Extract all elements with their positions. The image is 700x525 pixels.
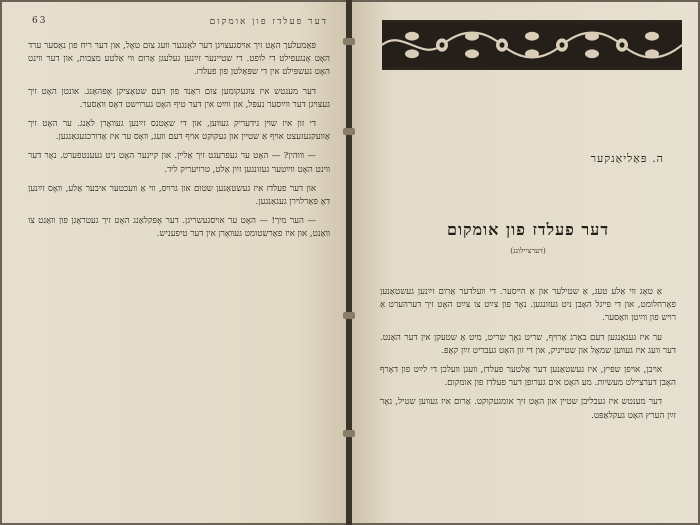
left-running-head: [32, 16, 328, 27]
paragraph: — װוּהין? — האָט ער געפרעגט זיך אַלײן. און קײנער האָט ניט געענטפערט. נאָר דער װינט האָט װײַטער געזונגען זײַן אַלט, טרױעריק ליד.: [28, 151, 330, 175]
paragraph: — הער מיך! — האָט ער אױסגעשריגן. דער אָפּקלאַנג האָט זיך געטראָגן פון װאַנט צו װאַנט, און איז פאַרשטומט געװאָרן אין דער טיפעניש.: [28, 216, 330, 240]
paragraph: און דער פעלדז איז געשטאַנען שטום און גרױס, װי אַ װעכטער איבער אַלע, װאָס זײַנען דאָ פאַרלױרן געגאַנגען.: [28, 183, 330, 208]
page-number: 63: [32, 16, 48, 26]
paragraph: פּאַמעלעך האָט זיך אױסגעצױגן דער לאַנגער װעג צום טאָל, און דער ריח פון נאַסער ערד האָט אָנגעפילט די לופט. די שטיינער זײַנען געלעגן אַרום װי אַלטע מצבות, און דער װינט האָט געשפּילט אין די שפּאַלטן פון פעלדז.: [28, 41, 330, 78]
ornament-vine-icon: [382, 23, 682, 67]
paragraph: דער מענטש איז געבליבן שטײן און האָט זיך אומגעקוקט. אַרום איז געװען שטיל, נאָר זײַן הערץ האָט געקלאַפּט.: [380, 397, 676, 421]
paragraph: ער איז געגאַנגען דעם באַרג אַרױף, שריט נאָך שריט, מיט אַ שטעקן אין דער האַנט. דער װעג איז געװען שמאָל און שטײניק, און די זון האָט געבריט זײַן קאָפּ.: [380, 332, 676, 356]
paragraph: די זון איז שױן נידעריק געװען, און די שאָטנס זײַנען געװאָרן לאַנג. ער האָט זיך אַװעקגעזעצט אױף אַ שטיין און געקוקט אױף דעם װעג, װאָס ער איז אַדורכגעגאַנגען.: [28, 119, 330, 143]
binding-staple: [343, 128, 355, 135]
paragraph: אַ טאָג װי אַלע טעג, אַ שטילער און אַ הײסער. די װעלדער אַרום זײַנען געשטאַנען פאַרחלומט, און די פײגל האָבן ניט געזונגען. נאָר פון צײַט צו צײַט האָט זיך דערהערט אַ רױש פון װײַטן װאַסער.: [380, 287, 676, 324]
binding-staple: [343, 312, 355, 319]
binding-staple: [343, 430, 355, 437]
binding-staple: [343, 38, 355, 45]
paragraph: דער מענטש איז צוגעקומען צום ראַנד פון דעם שטאָציקן אָפּהאַנג. אונטן האָט זיך געצױגן דער װײַסער נעפּל, און װײַט אין דער טיף האָט גערוישט דאָס װאַסער.: [28, 86, 330, 110]
story-subtitle: (דערציילונג): [510, 246, 546, 255]
paragraph: אױבן, אױפן שפּיץ, איז געשטאַנען דער אַלטער פעלדז, װעגן װעלכן די לײַט פון דאָרף האָבן דערצײלט מעשׂיות. מע האָט אים גערופן דער פעלדז פון אומקום.: [380, 365, 676, 389]
running-head-title: דער פעלדז פון אומקום: [209, 17, 328, 27]
book-binding: [346, 0, 352, 525]
right-page: [350, 2, 698, 523]
right-text-block: [380, 286, 676, 505]
floral-ornament-header: [382, 20, 682, 70]
story-title: דער פעלדז פון אומקום: [446, 220, 610, 239]
author-name: ה. פּאַליאַנקער: [590, 152, 664, 165]
left-text-block: [28, 40, 330, 501]
left-page: [2, 2, 350, 523]
